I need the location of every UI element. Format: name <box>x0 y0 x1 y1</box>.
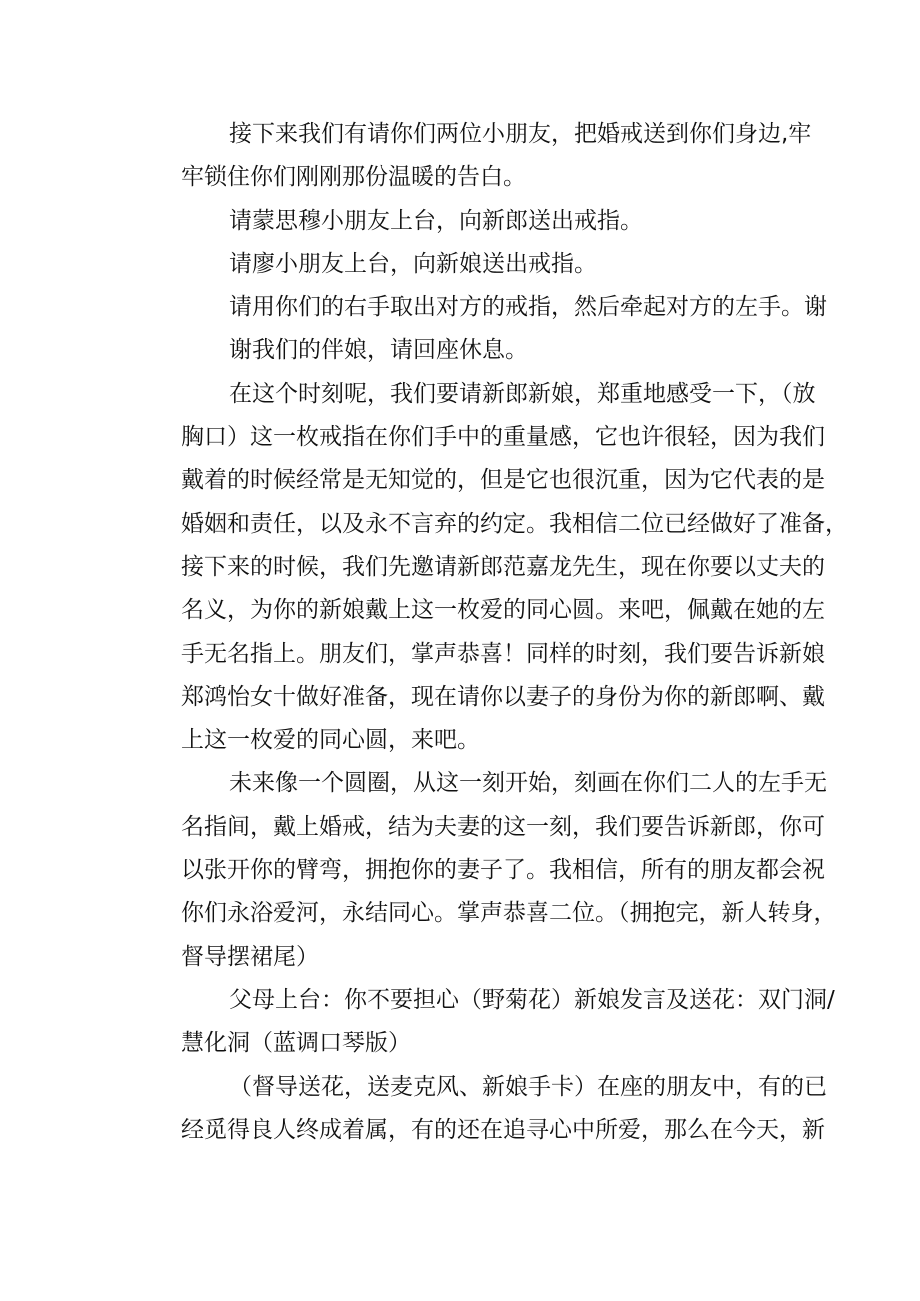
text-line: 请廖小朋友上台，向新娘送出戒指。 <box>229 250 597 277</box>
text-line: 郑鸿怡女十做好准备，现在请你以妻子的身份为你的新郎啊、戴 <box>181 683 825 710</box>
text-line: 未来像一个圆圈，从这一刻开始，刻画在你们二人的左手无 <box>229 770 827 797</box>
paragraph-take-ring <box>133 286 827 373</box>
paragraph-ring-weight <box>133 373 848 763</box>
text-line: 名义，为你的新娘戴上这一枚爱的同心圆。来吧，佩戴在她的左 <box>181 597 825 624</box>
text-line: 请蒙思穆小朋友上台，向新郎送出戒指。 <box>229 207 643 234</box>
text-line: 督导摆裙尾） <box>181 943 319 970</box>
document-body <box>133 113 848 1152</box>
text-line: 戴着的时候经常是无知觉的，但是它也很沉重，因为它代表的是 <box>181 467 825 494</box>
text-line: 谢我们的伴娘，请回座休息。 <box>229 337 528 364</box>
paragraph-parents-on-stage <box>133 979 835 1066</box>
text-line: 你们永浴爱河，永结同心。掌声恭喜二位。（拥抱完，新人转身， <box>181 900 837 927</box>
paragraph-future-circle <box>133 762 837 978</box>
text-line: 慧化洞（蓝调口琴版） <box>181 1030 411 1057</box>
text-line: 名指间，戴上婚戒，结为夫妻的这一刻，我们要告诉新郎，你可 <box>181 813 825 840</box>
text-line: 父母上台：你不要担心（野菊花）新娘发言及送花：双门洞/ <box>229 986 835 1013</box>
text-line: 婚姻和责任，以及永不言弃的约定。我相信二位已经做好了准备， <box>181 510 848 537</box>
text-line: 经觅得良人终成着属，有的还在追寻心中所爱，那么在今天，新 <box>181 1116 825 1143</box>
text-line: 胸口）这一枚戒指在你们手中的重量感，它也许很轻，因为我们 <box>181 424 825 451</box>
text-line: 手无名指上。朋友们，掌声恭喜！同样的时刻，我们要告诉新娘 <box>181 640 825 667</box>
paragraph-bride-ring <box>133 243 793 286</box>
text-line: 接下来的时候，我们先邀请新郎范嘉龙先生，现在你要以丈夫的 <box>181 553 825 580</box>
text-line: 牢锁住你们刚刚那份温暖的告白。 <box>181 164 526 191</box>
text-line: 接下来我们有请你们两位小朋友，把婚戒送到你们身边,牢 <box>229 121 812 147</box>
paragraph-flower-delivery <box>133 1066 827 1153</box>
text-line: （督导送花，送麦克风、新娘手卡）在座的朋友中，有的已 <box>229 1073 827 1100</box>
text-line: 上这一枚爱的同心圆，来吧。 <box>181 727 480 754</box>
text-line: 以张开你的臂弯，拥抱你的妻子了。我相信，所有的朋友都会祝 <box>181 857 825 884</box>
paragraph-groom-ring <box>133 200 793 243</box>
paragraph-ring-delivery <box>133 113 812 200</box>
text-line: 在这个时刻呢，我们要请新郎新娘，郑重地感受一下，（放 <box>229 380 816 407</box>
text-line: 请用你们的右手取出对方的戒指，然后牵起对方的左手。谢 <box>229 294 827 321</box>
